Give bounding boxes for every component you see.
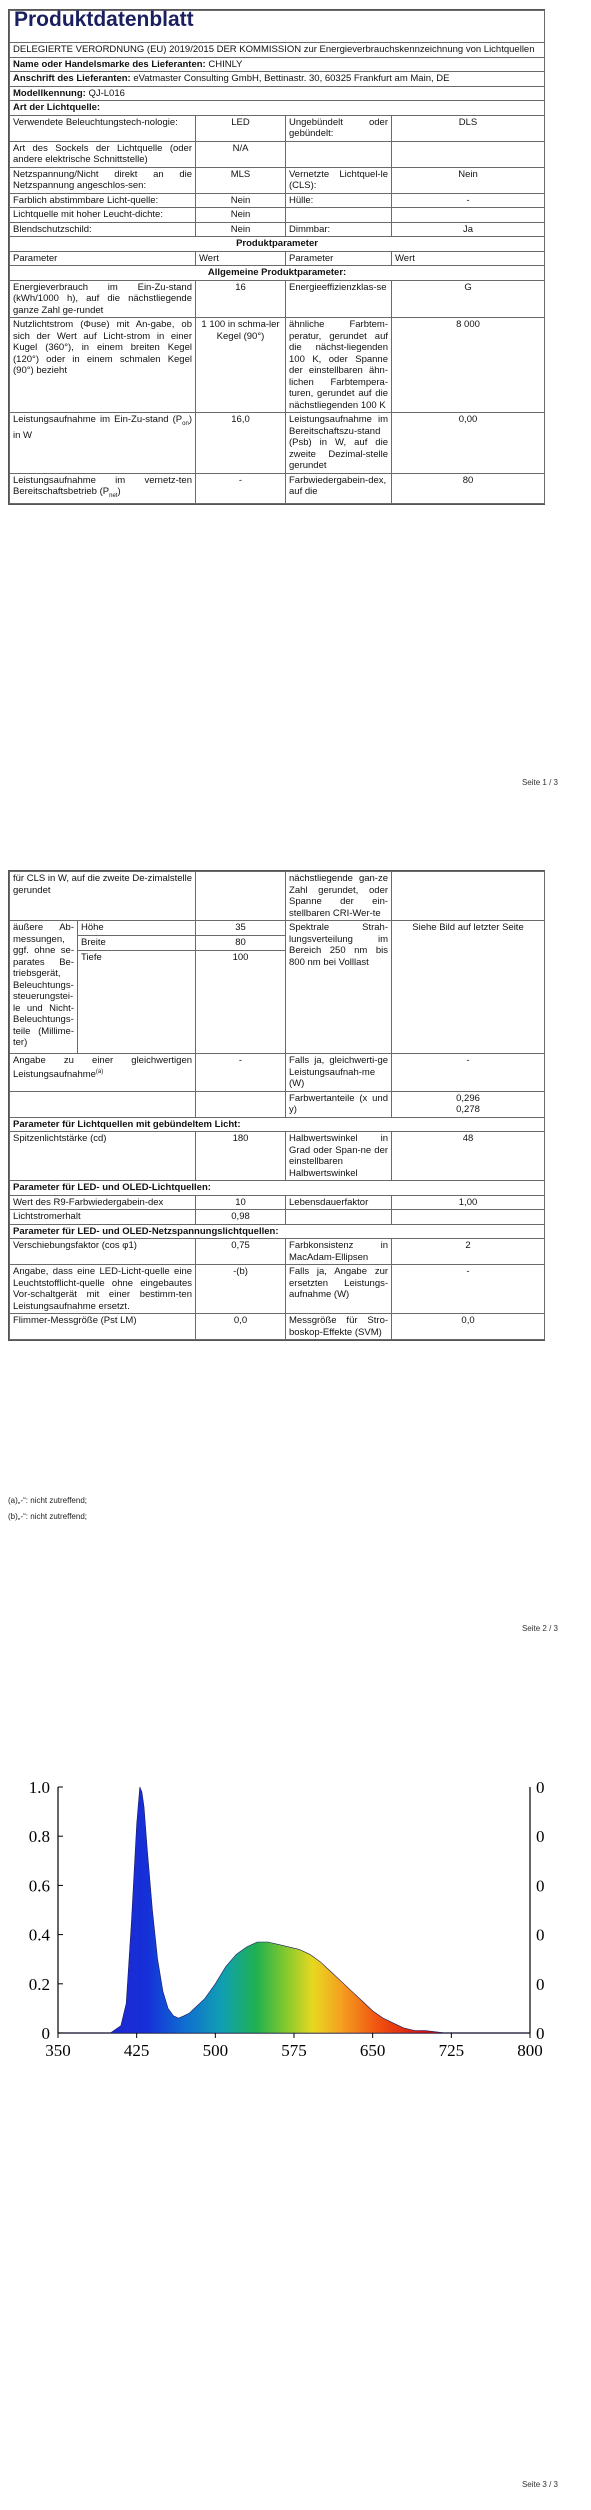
param-cell: Farblich abstimmbare Licht-quelle:: [10, 193, 196, 208]
table-row: [10, 1091, 545, 1117]
chroma-x: 0,296: [456, 1092, 480, 1104]
x-tick-label: 725: [438, 2041, 465, 2060]
spectral-chart: [0, 1765, 591, 2085]
y-tick-label: 0.2: [28, 1974, 50, 1994]
value-cell: Nein: [196, 222, 286, 237]
led-header: Parameter für LED- und OLED-Lichtquellen:: [10, 1181, 545, 1196]
param-text: Angabe zu einer gleichwertigen Leistungsaufnahme: [13, 1055, 193, 1080]
footnote-b: (b)„-“: nicht zutreffend;: [8, 1512, 87, 1521]
y-tick-label: 1.0: [28, 1778, 50, 1797]
model-label: Modellkennung:: [13, 87, 86, 99]
page-3: [0, 1660, 591, 2510]
value-cell: G: [392, 280, 545, 318]
table-row: [10, 1239, 545, 1265]
param-text: Leistungsaufnahme im vernetz-ten Bereitschaftsbetrieb (P: [13, 474, 192, 497]
param-cell: nächstliegende gan-ze Zahl gerundet, oder Spanne der ein-stellbaren CRI-Wer-te: [286, 872, 392, 921]
page-number: Seite 3 / 3: [521, 2480, 558, 2489]
value-cell: [196, 1091, 286, 1117]
right-tick-label: 0: [536, 1925, 545, 1945]
table-row: [10, 222, 545, 237]
chroma-y: 0,278: [456, 1104, 480, 1115]
table-row: [10, 318, 545, 413]
value-cell: -(b): [196, 1265, 286, 1314]
y-tick-label: 0: [41, 2024, 50, 2043]
product-params-header: Produktparameter: [10, 237, 545, 252]
column-header: Wert: [196, 251, 286, 266]
datasheet-table-page1: [8, 9, 545, 505]
param-cell: Falls ja, Angabe zur ersetzten Leistungs-aufnahme (W): [286, 1265, 392, 1314]
page-number: Seite 2 / 3: [521, 1624, 558, 1633]
subscript: on: [182, 420, 189, 427]
param-cell: Lebensdauerfaktor: [286, 1195, 392, 1210]
value-cell: [392, 141, 545, 167]
x-tick-label: 650: [359, 2041, 386, 2060]
table-row: [10, 1054, 545, 1092]
value-cell: -: [392, 193, 545, 208]
x-tick-label: 500: [202, 2041, 229, 2060]
param-cell: Falls ja, gleichwerti-ge Leistungsaufnah-me (W): [286, 1054, 392, 1092]
param-cell: Hülle:: [286, 193, 392, 208]
page-1: [0, 0, 591, 800]
table-row: [10, 473, 545, 504]
regulation-text: DELEGIERTE VERORDNUNG (EU) 2019/2015 DER KOMMISSION zur Energieverbrauchskennzeichnung von Lichtquellen: [10, 43, 545, 58]
param-cell: Spitzenlichtstärke (cd): [10, 1132, 196, 1181]
table-row: [10, 208, 545, 223]
column-header: Parameter: [286, 251, 392, 266]
mains-header: Parameter für LED- und OLED-Netzspannungslichtquellen:: [10, 1224, 545, 1239]
param-text: Leistungsaufnahme im Ein-Zu-stand (P: [13, 414, 183, 425]
param-cell: Nutzlichtstrom (Φuse) mit An-gabe, ob sich der Wert auf Licht-strom in einer Kugel (360°), in einem breiten Kegel (120°) oder in einem schmalen Kegel (90°) bezieht: [10, 318, 196, 413]
param-cell: Verwendete Beleuchtungstech-nologie:: [10, 115, 196, 141]
model-id: QJ-L016: [88, 87, 125, 99]
general-params-header: Allgemeine Produktparameter:: [10, 266, 545, 281]
value-cell: -: [196, 1054, 286, 1092]
supplier-address: eVatmaster Consulting GmbH, Bettinastr. 30, 60325 Frankfurt am Main, DE: [133, 73, 450, 84]
value-cell: [392, 1091, 545, 1117]
param-cell: [286, 1210, 392, 1225]
column-header: Wert: [392, 251, 545, 266]
right-tick-label: 0: [536, 1827, 545, 1847]
dim-label-depth: Tiefe: [78, 951, 196, 1054]
value-cell: 10: [196, 1195, 286, 1210]
lightsource-type-header: Art der Lichtquelle:: [10, 101, 545, 116]
table-row: [10, 141, 545, 167]
value-cell: -: [392, 1054, 545, 1092]
datasheet-table-page2: [8, 870, 545, 1341]
param-cell: [10, 1054, 196, 1092]
table-row: [10, 1132, 545, 1181]
supplier-name: CHINLY: [208, 58, 243, 70]
y-tick-label: 0.8: [28, 1827, 50, 1847]
dim-label-height: Höhe: [78, 921, 196, 936]
value-cell: 8 000: [392, 318, 545, 413]
param-cell: Farbkonsistenz in MacAdam-Ellipsen: [286, 1239, 392, 1265]
value-cell: -: [392, 1265, 545, 1314]
dimensions-label: äußere Ab-messungen, ggf. ohne se-parates Be-triebsgerät, Beleuchtungs-steuerungstei-le und Nicht-Beleuchtungs-teile (Millime-ter): [10, 921, 78, 1054]
table-row: [10, 413, 545, 474]
value-cell: N/A: [196, 141, 286, 167]
model-row: [10, 86, 545, 101]
value-cell: 16: [196, 280, 286, 318]
param-cell: ähnliche Farbtem-peratur, gerundet auf die nächst-liegenden 100 K, oder Spanne der einstellbaren ähn-lichen Farbtempera-turen, gerundet auf die nächstliegenden 100 K: [286, 318, 392, 413]
param-cell: Lichtstromerhalt: [10, 1210, 196, 1225]
param-text: ): [117, 486, 121, 497]
footnote-a: (a)„-“: nicht zutreffend;: [8, 1496, 87, 1505]
value-cell: 1 100 in schma-ler Kegel (90°): [196, 318, 286, 413]
value-cell: Nein: [196, 208, 286, 223]
value-cell: 80: [392, 473, 545, 504]
value-cell: MLS: [196, 167, 286, 193]
supplier-address-label: Anschrift des Lieferanten:: [13, 73, 131, 84]
x-tick-label: 350: [45, 2041, 71, 2060]
supplier-name-label: Name oder Handelsmarke des Lieferanten:: [13, 58, 206, 70]
param-cell: Angabe, dass eine LED-Licht-quelle eine Leuchtstofflicht-quelle ohne eingebautes Vor-schaltgerät mit einer bestimm-ten Leistungsaufnahme ersetzt.: [10, 1265, 196, 1314]
param-cell: Farbwiedergabein-dex, auf die: [286, 473, 392, 504]
table-row: [10, 1314, 545, 1340]
table-row: [10, 1265, 545, 1314]
right-tick-label: 0: [536, 1974, 545, 1994]
value-cell: 0,00: [392, 413, 545, 474]
y-tick-label: 0.6: [28, 1876, 50, 1896]
param-cell: Leistungsaufnahme im Bereitschaftszu-stand (Psb) in W, auf die zweite Dezimal-stelle gerundet: [286, 413, 392, 474]
value-cell: 180: [196, 1132, 286, 1181]
value-cell: 0,98: [196, 1210, 286, 1225]
x-tick-labels: [45, 2033, 543, 2060]
dim-label-width: Breite: [78, 936, 196, 951]
table-row: [10, 1195, 545, 1210]
table-row: [10, 1210, 545, 1225]
param-cell: Art des Sockels der Lichtquelle (oder andere elektrische Schnittstelle): [10, 141, 196, 167]
value-cell: [392, 208, 545, 223]
supplier-address-row: [10, 72, 545, 87]
param-cell: Energieeffizienzklas-se: [286, 280, 392, 318]
right-tick-label: 0: [536, 2024, 545, 2043]
param-cell: für CLS in W, auf die zweite De-zimalstelle gerundet: [10, 872, 196, 921]
value-cell: Nein: [392, 167, 545, 193]
column-header: Parameter: [10, 251, 196, 266]
subscript: net: [109, 492, 118, 499]
value-cell: 1,00: [392, 1195, 545, 1210]
param-cell: Farbwertanteile (x und y): [286, 1091, 392, 1117]
right-tick-labels: [536, 1778, 545, 2043]
param-cell: Wert des R9-Farbwiedergabein-dex: [10, 1195, 196, 1210]
param-cell: Spektrale Strah-lungsverteilung im Bereich 250 nm bis 800 nm bei Volllast: [286, 921, 392, 1054]
param-cell: [286, 141, 392, 167]
dim-value-width: 80: [196, 936, 286, 951]
param-cell: Messgröße für Stro-boskop-Effekte (SVM): [286, 1314, 392, 1340]
param-text: ) in W: [13, 414, 192, 442]
param-cell: Dimmbar:: [286, 222, 392, 237]
param-cell: [10, 1091, 196, 1117]
table-row: [10, 115, 545, 141]
supplier-name-row: [10, 57, 545, 72]
param-cell: [10, 473, 196, 504]
x-tick-label: 800: [517, 2041, 543, 2060]
table-row: [10, 872, 545, 921]
value-cell: 48: [392, 1132, 545, 1181]
y-tick-label: 0.4: [28, 1925, 50, 1945]
page-title: Produktdatenblatt: [10, 11, 545, 43]
footnote-ref: (a): [95, 1068, 104, 1075]
x-tick-label: 425: [123, 2041, 150, 2060]
value-cell: [392, 872, 545, 921]
param-cell: Lichtquelle mit hoher Leucht-dichte:: [10, 208, 196, 223]
param-cell: [286, 208, 392, 223]
param-cell: Flimmer-Messgröße (Pst LM): [10, 1314, 196, 1340]
right-tick-label: 0: [536, 1876, 545, 1896]
table-row: [10, 167, 545, 193]
table-row: [10, 280, 545, 318]
value-cell: 0,0: [196, 1314, 286, 1340]
table-row: [10, 193, 545, 208]
right-tick-label: 0: [536, 1778, 545, 1797]
dim-value-height: 35: [196, 921, 286, 936]
param-cell: Halbwertswinkel in Grad oder Span-ne der einstellbaren Halbwertswinkel: [286, 1132, 392, 1181]
table-header-row: [10, 251, 545, 266]
value-cell: 2: [392, 1239, 545, 1265]
value-cell: LED: [196, 115, 286, 141]
table-row: [10, 921, 545, 936]
directional-header: Parameter für Lichtquellen mit gebündeltem Licht:: [10, 1117, 545, 1132]
param-cell: Energieverbrauch im Ein-Zu-stand (kWh/1000 h), auf die nächstliegende ganze Zahl ge-rundet: [10, 280, 196, 318]
spectrum-area: [58, 1787, 530, 2033]
value-cell: 0,0: [392, 1314, 545, 1340]
value-cell: Ja: [392, 222, 545, 237]
param-cell: Vernetzte Lichtquel-le (CLS):: [286, 167, 392, 193]
x-tick-label: 575: [281, 2041, 307, 2060]
value-cell: 16,0: [196, 413, 286, 474]
value-cell: Nein: [196, 193, 286, 208]
dim-value-depth: 100: [196, 951, 286, 1054]
param-cell: Netzspannung/Nicht direkt an die Netzspannung angeschlos-sen:: [10, 167, 196, 193]
param-cell: Verschiebungsfaktor (cos φ1): [10, 1239, 196, 1265]
page-number: Seite 1 / 3: [521, 778, 558, 787]
value-cell: [392, 1210, 545, 1225]
value-cell: DLS: [392, 115, 545, 141]
value-cell: [196, 872, 286, 921]
page-2: [0, 800, 591, 1660]
param-cell: [10, 413, 196, 474]
param-cell: Ungebündelt oder gebündelt:: [286, 115, 392, 141]
value-cell: Siehe Bild auf letzter Seite: [392, 921, 545, 1054]
param-cell: Blendschutzschild:: [10, 222, 196, 237]
value-cell: -: [196, 473, 286, 504]
value-cell: 0,75: [196, 1239, 286, 1265]
